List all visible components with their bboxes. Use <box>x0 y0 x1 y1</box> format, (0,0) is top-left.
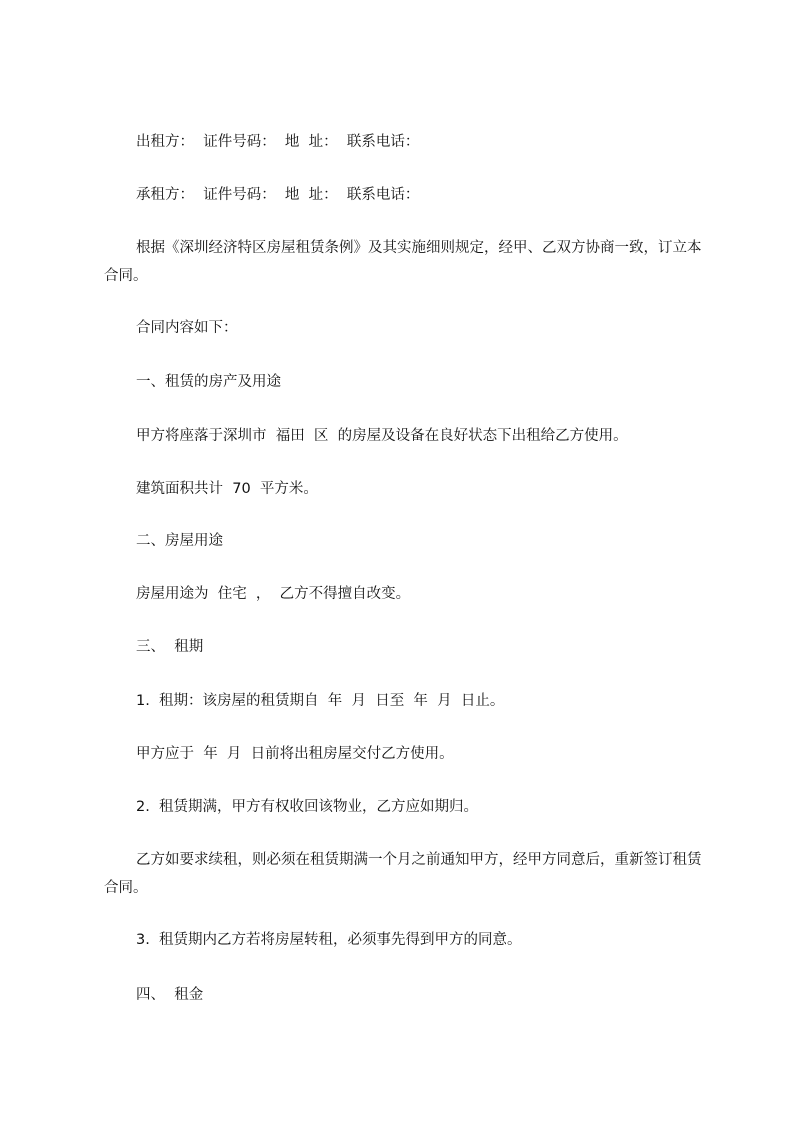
section-3-title: 三、 租期 <box>136 639 204 655</box>
section-1-title: 一、租赁的房产及用途 <box>136 374 281 390</box>
section-3-paragraph-1: 1. 租期：该房屋的租赁期自 年 月 日至 年 月 日止。 <box>136 693 505 709</box>
section-1-paragraph-1: 甲方将座落于深圳市 福田 区 的房屋及设备在良好状态下出租给乙方使用。 <box>136 428 628 444</box>
section-4-title: 四、 租金 <box>136 987 204 1003</box>
section-1-paragraph-2: 建筑面积共计 70 平方米。 <box>136 481 318 497</box>
section-3-paragraph-5: 3. 租赁期内乙方若将房屋转租，必须事先得到甲方的同意。 <box>136 932 522 948</box>
section-3-paragraph-3: 2. 租赁期满，甲方有权收回该物业，乙方应如期归。 <box>136 799 479 815</box>
contents-intro: 合同内容如下： <box>136 320 238 336</box>
lessee-line: 承租方： 证件号码： 地 址： 联系电话： <box>136 187 420 203</box>
lessor-line: 出租方： 证件号码： 地 址： 联系电话： <box>136 134 420 150</box>
section-2-paragraph-1: 房屋用途为 住宅 ， 乙方不得擅自改变。 <box>136 586 411 602</box>
section-2-title: 二、房屋用途 <box>136 533 223 549</box>
section-3-paragraph-2: 甲方应于 年 月 日前将出租房屋交付乙方使用。 <box>136 746 454 762</box>
section-3-paragraph-4: 乙方如要求续租，则必须在租赁期满一个月之前通知甲方，经甲方同意后，重新签订租赁合同。 <box>104 852 702 896</box>
preamble-paragraph: 根据《深圳经济特区房屋租赁条例》及其实施细则规定，经甲、乙双方协商一致，订立本合同。 <box>104 240 702 284</box>
